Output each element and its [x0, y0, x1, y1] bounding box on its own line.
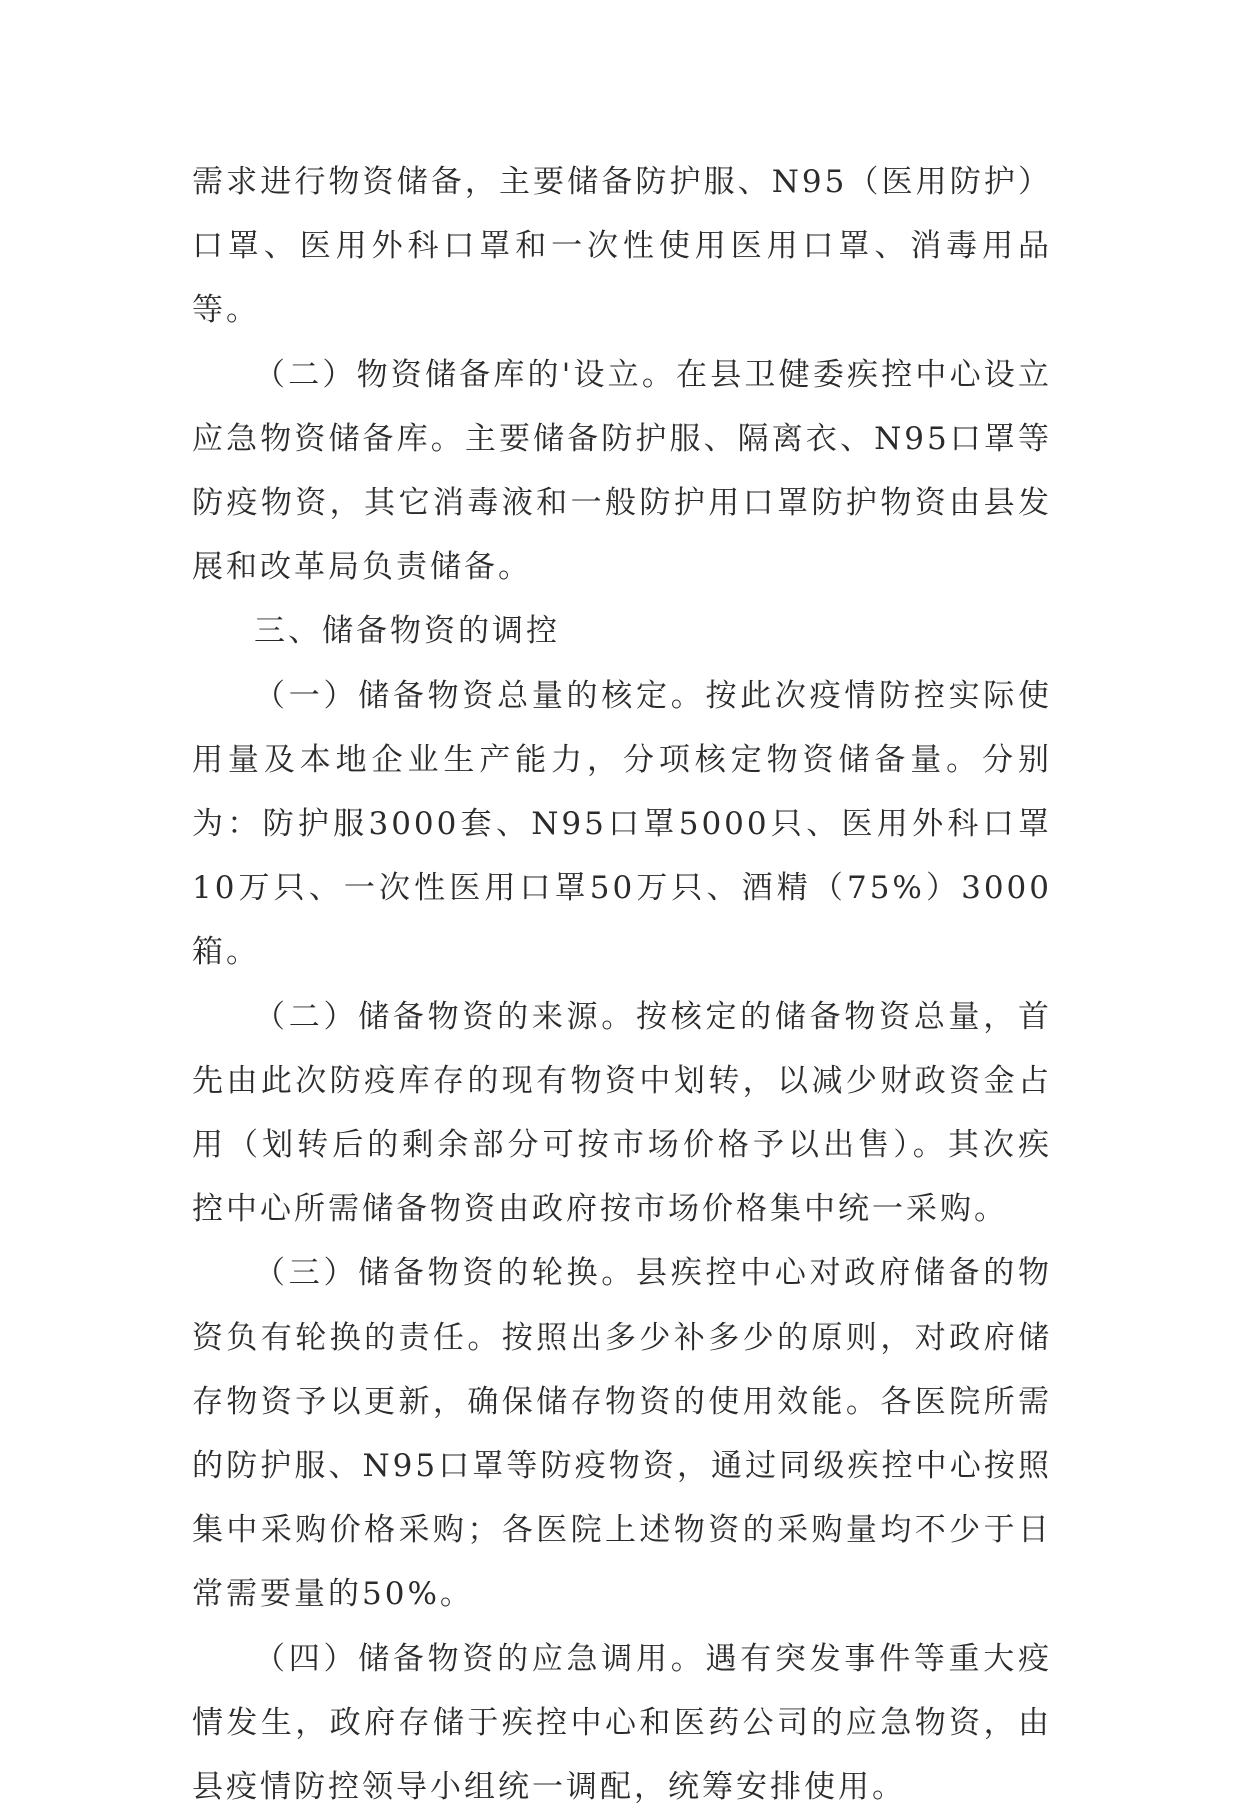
paragraph-emergency-use: （四）储备物资的应急调用。遇有突发事件等重大疫情发生，政府存储于疾控中心和医药公司的应急物资，由县疫情防控领导小组统一调配，统筹安排使用。: [192, 1640, 1052, 1806]
paragraph-supply-source: （二）储备物资的来源。按核定的储备物资总量，首先由此次防疫库存的现有物资中划转，以减少财政资金占用（划转后的剩余部分可按市场价格予以出售）。其次疾控中心所需储备物资由政府按市场价格集中统一采购。: [192, 998, 1052, 1228]
paragraph-rotation: （三）储备物资的轮换。县疾控中心对政府储备的物资负有轮换的责任。按照出多少补多少的原则，对政府储存物资予以更新，确保储存物资的使用效能。各医院所需的防护服、N95口罩等防疫物资，通过同级疾控中心按照集中采购价格采购；各医院上述物资的采购量均不少于日常需要量的50%。: [192, 1255, 1052, 1613]
document-body: [192, 150, 1052, 1819]
paragraph-continued: 需求进行物资储备，主要储备防护服、N95（医用防护）口罩、医用外科口罩和一次性使用医用口罩、消毒用品等。: [192, 164, 1052, 329]
paragraph-storage-depot: （二）物资储备库的'设立。在县卫健委疾控中心设立应急物资储备库。主要储备防护服、隔离衣、N95口罩等防疫物资，其它消毒液和一般防护用口罩防护物资由县发展和改革局负责储备。: [192, 356, 1052, 586]
section-heading-regulation: 三、储备物资的调控: [254, 613, 560, 650]
paragraph-total-quantity: （一）储备物资总量的核定。按此次疫情防控实际使用量及本地企业生产能力，分项核定物资储备量。分别为：防护服3000套、N95口罩5000只、医用外科口罩10万只、一次性医用口罩50万只、酒精（75%）3000箱。: [192, 677, 1052, 971]
